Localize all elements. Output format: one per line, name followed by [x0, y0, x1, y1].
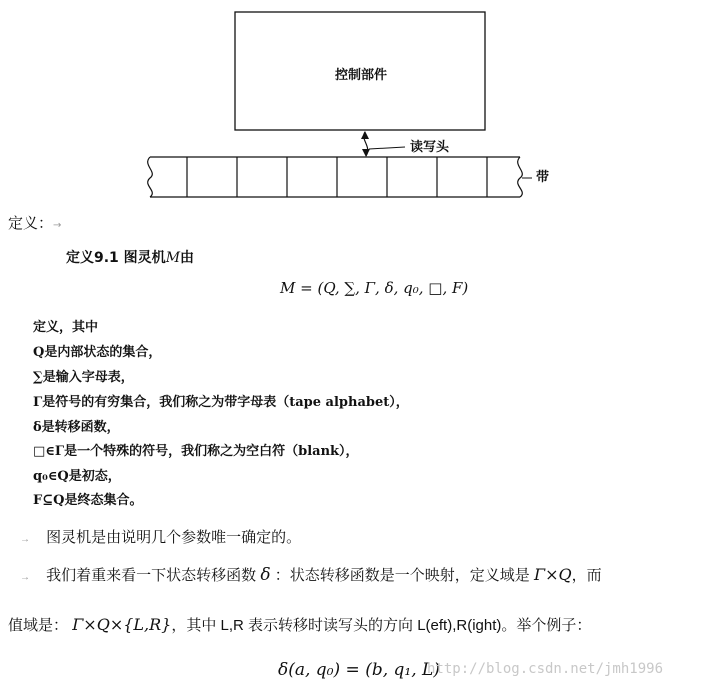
definition-title-suffix: 由	[180, 250, 195, 266]
definition-line: F⊆Q是终态集合。	[33, 493, 143, 508]
turing-machine-diagram	[0, 0, 719, 210]
definition-formula: M = (Q, ∑, Γ, δ, q₀, □, F)	[280, 279, 469, 297]
definition-title	[66, 247, 194, 267]
control-unit-label: 控制部件	[335, 68, 388, 83]
bullet-arrow: →	[20, 572, 30, 583]
intro-label	[8, 212, 61, 233]
paragraph-1	[20, 526, 301, 547]
arrowhead-down	[362, 149, 370, 157]
tape-right-end	[518, 157, 523, 197]
domain-expression: Γ×Q	[533, 565, 572, 584]
paragraph-3-text-a: 值域是：	[8, 617, 69, 634]
watermark: http://blog.csdn.net/jmh1996	[427, 661, 664, 677]
paragraph-1-text: 图灵机是由说明几个参数唯一确定的。	[46, 529, 302, 546]
paragraph-2-text-c: ，而	[571, 567, 602, 584]
paragraph-2-text-a: 我们着重来看一下状态转移函数	[46, 567, 257, 584]
read-write-head-label: 读写头	[410, 140, 450, 155]
head-pointer-line	[369, 147, 405, 149]
bullet-arrow: →	[20, 534, 30, 545]
definition-line: ∑是输入字母表，	[33, 370, 134, 385]
definition-line: 定义，其中	[33, 320, 99, 335]
tape-left-end	[148, 157, 153, 197]
paragraph-3-text-b: ，其中 L,R 表示转移时读写头的方向 L(eft),R(ight)。举个例子：	[171, 617, 592, 634]
paragraph-mark: →	[53, 220, 62, 231]
definition-title-var: M	[165, 250, 181, 266]
example-formula	[278, 660, 440, 680]
paragraph-3	[8, 614, 591, 635]
definition-line: □∈Γ是一个特殊的符号，我们称之为空白符（blank），	[33, 444, 359, 459]
paragraph-2-text-b: ：状态转移函数是一个映射，定义域是	[274, 567, 530, 584]
definition-line: δ是转移函数，	[33, 420, 120, 435]
example-formula-text: δ(a, q₀) = (b, q₁, L)	[278, 660, 440, 680]
definition-line: Γ是符号的有穷集合，我们称之为带字母表（tape alphabet），	[33, 395, 409, 410]
delta-symbol: δ	[260, 565, 271, 585]
arrowhead-up	[361, 131, 369, 139]
definition-title-text: 定义9.1 图灵机	[66, 250, 166, 266]
tape-label: 带	[536, 170, 550, 185]
range-expression: Γ×Q×{L,R}	[72, 615, 172, 634]
intro-text: 定义：	[8, 214, 54, 232]
definition-line: q₀∈Q是初态，	[33, 469, 121, 484]
tape-cells	[187, 157, 487, 197]
paragraph-2	[20, 564, 602, 585]
definition-line: Q是内部状态的集合，	[33, 345, 162, 360]
